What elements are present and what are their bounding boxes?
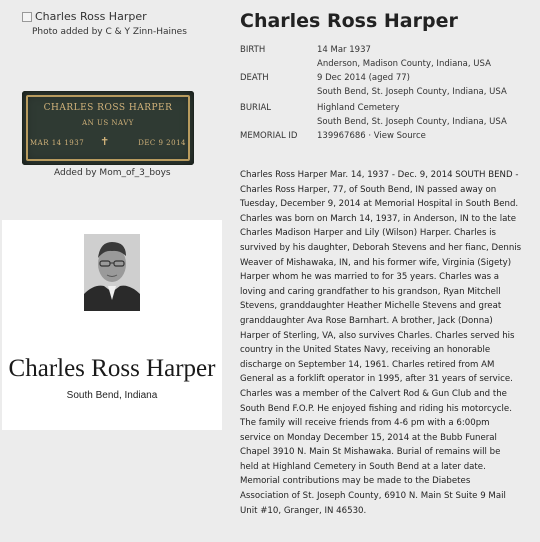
bio-line: Charles Ross Harper Mar. 14, 1937 - Dec. 9, 2014 SOUTH BEND - [240, 170, 519, 180]
bio-line: held at Highland Cemetery in South Bend at a later date. [240, 461, 486, 472]
memorial-id: 139967686 [317, 131, 366, 141]
bio-line: Tuesday, December 9, 2014 at Memorial Hospital in South Bend. [240, 199, 519, 210]
plaque-name: CHARLES ROSS HARPER [43, 103, 173, 113]
burial-label: BURIAL [240, 103, 272, 113]
death-date: 9 Dec 2014 (aged 77) [317, 73, 410, 83]
death-place: South Bend, St. Joseph County, Indiana, USA [317, 87, 507, 97]
photo-caption: Photo added by C & Y Zinn-Haines [32, 27, 187, 37]
bio-line: Association of St. Joseph County, 6910 N. Main St Suite 9 Mail [240, 491, 506, 502]
clipping-place: South Bend, Indiana [66, 390, 158, 401]
plaque-service: AN US NAVY [82, 119, 134, 127]
profile-photo[interactable] [22, 10, 147, 23]
bio-line: Charles Madison Harper and Lily (Wilson) Harper. Charles is [240, 228, 497, 239]
burial-cemetery[interactable]: Highland Cemetery [317, 103, 400, 113]
broken-image-icon [22, 12, 32, 22]
left-column [0, 0, 222, 542]
birth-place: Anderson, Madison County, Indiana, USA [317, 59, 491, 69]
bio-line: survived by his daughter, Deborah Stevens and her fianc, Dennis [240, 242, 522, 253]
bio-line: General as a forklift operator in 1995, after 31 years of service. [240, 374, 513, 385]
biography [240, 168, 530, 518]
bio-line: loving and caring grandfather to his grandson, Ryan Mitchell [240, 286, 501, 297]
profile-photo-alt: Charles Ross Harper [35, 10, 147, 23]
newspaper-clipping-photo[interactable] [2, 220, 222, 430]
birth-label: BIRTH [240, 45, 266, 55]
bio-line: Weaver of Mishawaka, IN, and his former wife, Virginia (Sigety) [240, 257, 512, 268]
burial-place: South Bend, St. Joseph County, Indiana, USA [317, 117, 507, 127]
bio-line: Stevens, granddaughter Heather Michelle Stevens and great [240, 301, 502, 312]
bio-line: granddaughter Ava Rose Barnhart. A brother, Jack (Donna) [240, 315, 493, 326]
page-title: Charles Ross Harper [240, 10, 458, 32]
plaque-caption: Added by Mom_of_3_boys [54, 168, 171, 178]
cross-icon: ✝ [100, 135, 110, 148]
clipping-name: Charles Ross Harper [8, 355, 216, 382]
bio-line: Charles Ross Harper, 77, of South Bend, IN passed away on [240, 184, 497, 195]
bio-line: The family will receive friends from 4-6 pm with a 6:00pm [240, 418, 490, 429]
memorial-id-label: MEMORIAL ID [240, 131, 298, 141]
memorial-id-row [317, 131, 426, 141]
portrait-icon [84, 234, 140, 311]
portrait-photo [84, 234, 140, 311]
plaque-birth: MAR 14 1937 [30, 139, 85, 147]
bio-line: Harper whom he was married to for 35 years. Charles was a [240, 272, 500, 283]
grave-marker-photo[interactable] [22, 91, 194, 165]
view-source-link[interactable]: View Source [373, 131, 426, 141]
separator: · [365, 131, 374, 141]
plaque-death: DEC 9 2014 [138, 139, 186, 147]
birth-date: 14 Mar 1937 [317, 45, 371, 55]
bio-line: country in the United States Navy, receiving an honorable [240, 345, 491, 356]
bio-line: Charles was born on March 14, 1937, in Anderson, IN to the late [240, 213, 517, 224]
bio-line: discharge on September 14, 1961. Charles retired from AM [240, 359, 495, 370]
bio-line: South Bend F.O.P. He enjoyed fishing and riding his motorcycle. [240, 403, 512, 414]
bio-line: service on Monday December 15, 2014 at the Bubb Funeral [240, 432, 497, 443]
bio-line: Memorial contributions may be made to the Diabetes [240, 476, 471, 487]
bio-line: Chapel 3910 N. Main St Mishawaka. Burial of remains will be [240, 447, 501, 458]
bio-line: Harper of Sterling, VA, also survives Charles. Charles served his [240, 330, 515, 341]
death-label: DEATH [240, 73, 269, 83]
bio-line: Unit #10, Granger, IN 46530. [240, 505, 367, 516]
bio-line: Charles was a member of the Calvert Rod & Gun Club and the [240, 388, 507, 399]
